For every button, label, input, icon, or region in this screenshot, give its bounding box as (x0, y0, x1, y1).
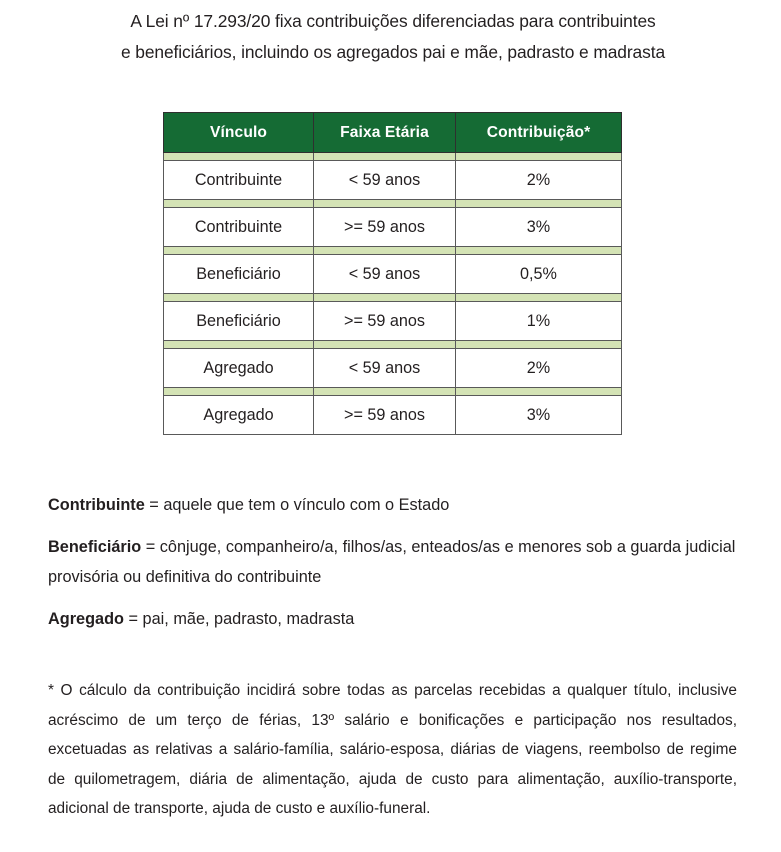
band-cell (164, 247, 314, 255)
definition-body: = cônjuge, companheiro/a, filhos/as, enteados/as e menores sob a guarda judicial provisória ou definitiva do contribuinte (48, 538, 736, 586)
band-cell (456, 200, 622, 208)
intro-paragraph (48, 6, 738, 68)
cell-vinculo: Contribuinte (164, 161, 314, 200)
row-separator-band (164, 200, 622, 208)
table-header (164, 113, 622, 153)
definitions-section (48, 490, 748, 634)
band-cell (164, 200, 314, 208)
table-row (164, 161, 622, 200)
band-cell (456, 341, 622, 349)
band-cell (164, 153, 314, 161)
cell-faixa-etaria: < 59 anos (314, 349, 456, 388)
cell-vinculo: Beneficiário (164, 255, 314, 294)
cell-vinculo: Beneficiário (164, 302, 314, 341)
definition-body: = aquele que tem o vínculo com o Estado (144, 496, 450, 514)
contribution-rate-table (163, 112, 621, 435)
cell-contribuicao: 1% (456, 302, 622, 341)
cell-vinculo: Agregado (164, 396, 314, 435)
cell-contribuicao: 0,5% (456, 255, 622, 294)
cell-vinculo: Contribuinte (164, 208, 314, 247)
band-cell (456, 388, 622, 396)
row-separator-band (164, 247, 622, 255)
definition-term: Beneficiário (48, 538, 142, 556)
definition-contribuinte (48, 490, 748, 520)
cell-faixa-etaria: >= 59 anos (314, 396, 456, 435)
table-row (164, 208, 622, 247)
band-cell (314, 247, 456, 255)
band-cell (456, 153, 622, 161)
band-cell (314, 388, 456, 396)
row-separator-band (164, 294, 622, 302)
cell-contribuicao: 2% (456, 349, 622, 388)
intro-line-one: A Lei nº 17.293/20 fixa contribuições diferenciadas para contribuintes (130, 11, 656, 31)
column-header-faixa-etaria: Faixa Etária (314, 113, 456, 153)
intro-line-two: e beneficiários, incluindo os agregados pai e mãe, padrasto e madrasta (120, 42, 666, 62)
cell-faixa-etaria: >= 59 anos (314, 208, 456, 247)
band-cell (164, 341, 314, 349)
cell-vinculo: Agregado (164, 349, 314, 388)
table-header-row (164, 113, 622, 153)
band-cell (456, 247, 622, 255)
table-row (164, 255, 622, 294)
definition-body: = pai, mãe, padrasto, madrasta (124, 610, 355, 628)
footnote-text: * O cálculo da contribuição incidirá sobre todas as parcelas recebidas a qualquer título, inclusive acréscimo de um terço de férias, 13º salário e bonificações e participação nos resultados, excetuadas as relativas a salário-família, salário-esposa, diárias de viagens, reembolso de regime de quilometragem, diária de alimentação, ajuda de custo para alimentação, auxílio-transporte, adicional de transporte, ajuda de custo e auxílio-funeral. (48, 682, 737, 817)
definition-beneficiario (48, 532, 748, 592)
definition-term: Contribuinte (48, 496, 145, 514)
band-cell (164, 388, 314, 396)
cell-contribuicao: 2% (456, 161, 622, 200)
definition-agregado (48, 604, 748, 634)
cell-contribuicao: 3% (456, 208, 622, 247)
band-cell (314, 153, 456, 161)
rate-table (163, 112, 622, 435)
column-header-vinculo: Vínculo (164, 113, 314, 153)
band-cell (164, 294, 314, 302)
cell-faixa-etaria: < 59 anos (314, 255, 456, 294)
row-separator-band (164, 341, 622, 349)
band-cell (456, 294, 622, 302)
band-cell (314, 200, 456, 208)
band-cell (314, 341, 456, 349)
row-separator-band (164, 388, 622, 396)
table-row (164, 349, 622, 388)
table-row (164, 396, 622, 435)
row-separator-band (164, 153, 622, 161)
cell-contribuicao: 3% (456, 396, 622, 435)
band-cell (314, 294, 456, 302)
column-header-contribuicao: Contribuição* (456, 113, 622, 153)
cell-faixa-etaria: >= 59 anos (314, 302, 456, 341)
table-row (164, 302, 622, 341)
cell-faixa-etaria: < 59 anos (314, 161, 456, 200)
definition-term: Agregado (48, 610, 124, 628)
table-body (164, 153, 622, 435)
